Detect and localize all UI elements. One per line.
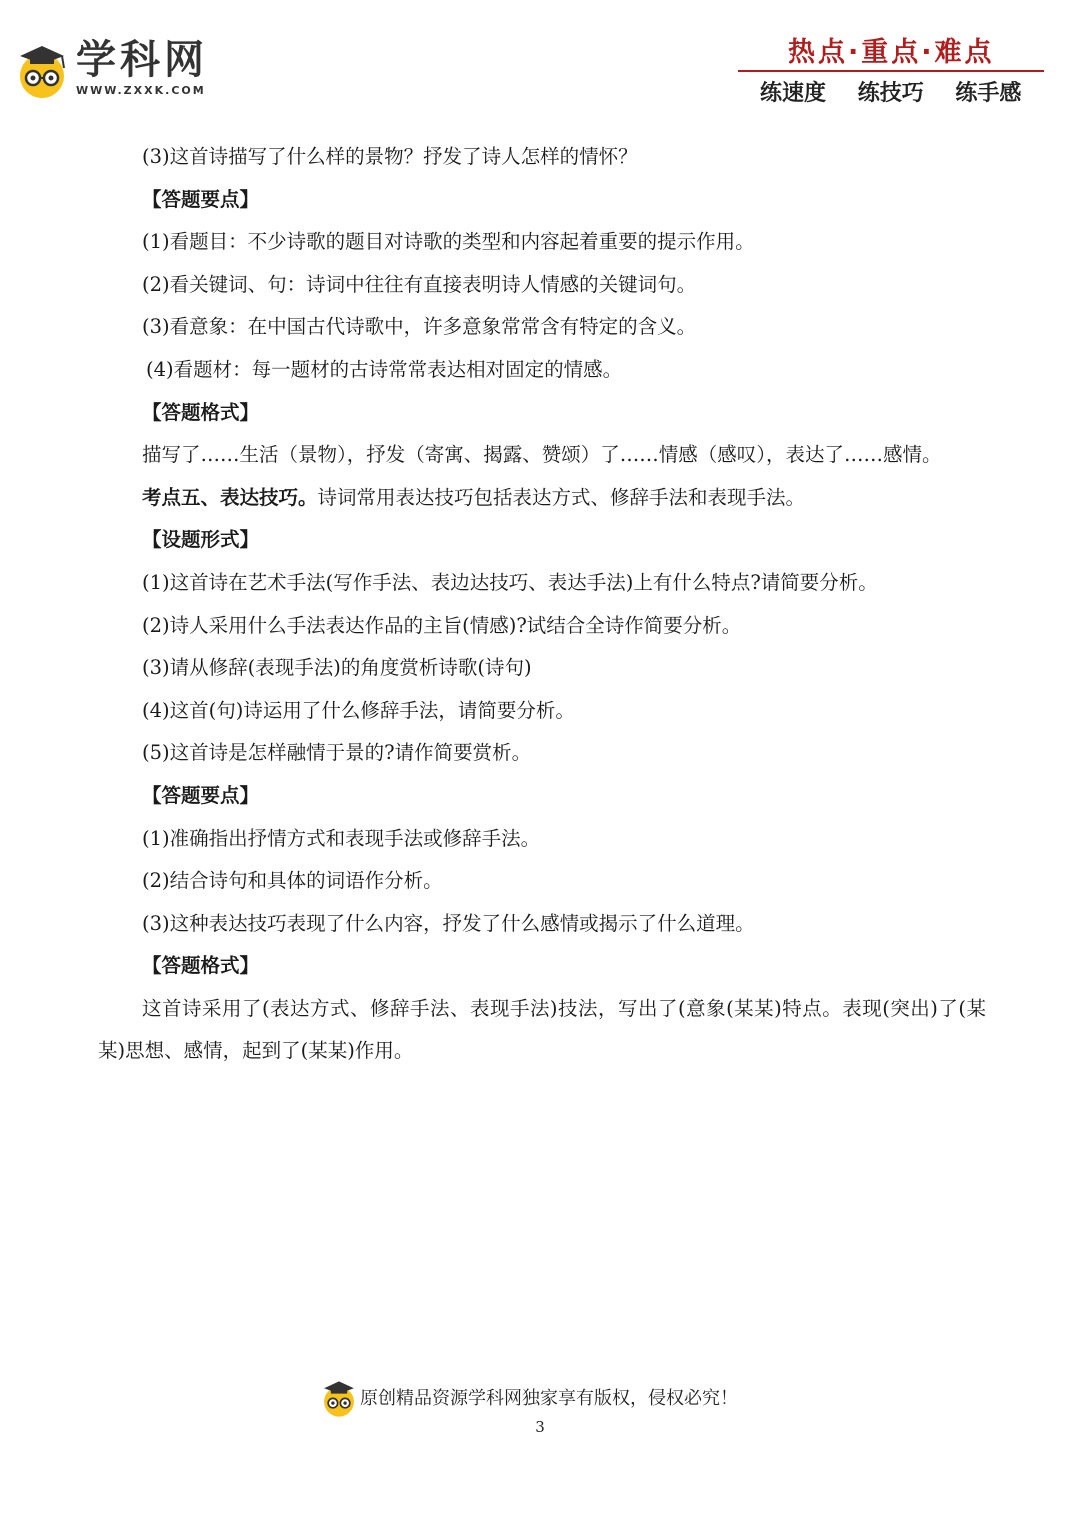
header-divider	[738, 70, 1044, 72]
question-form-item: (5)这首诗是怎样融情于景的?请作简要赏析。	[142, 741, 532, 765]
key-point-item: (1)准确指出抒情方式和表现手法或修辞手法。	[142, 826, 541, 850]
key-point-item: (2)看关键词、句：诗词中往往有直接表明诗人情感的关键词句。	[142, 272, 697, 296]
key-points-heading-2: 【答题要点】	[142, 783, 260, 807]
practice-tags	[760, 76, 1021, 107]
question-forms-heading: 【设题形式】	[142, 528, 260, 552]
document-body	[98, 136, 986, 1073]
answer-format-text-2: 这首诗采用了(表达方式、修辞手法、表现手法)技法，写出了(意象(某某)特点。表现(突出)了(某某)思想、感情，起到了(某某)作用。	[98, 996, 986, 1063]
answer-format-heading: 【答题格式】	[142, 400, 260, 424]
kp5-heading: 考点五、表达技巧。	[142, 485, 318, 509]
key-point-item: (4)看题材：每一题材的古诗常常表达相对固定的情感。	[146, 357, 623, 381]
page-number: 3	[535, 1418, 545, 1436]
key-point-item: (3)这种表达技巧表现了什么内容，抒发了什么感情或揭示了什么道理。	[142, 911, 755, 935]
key-point-item: (2)结合诗句和具体的词语作分析。	[142, 869, 443, 893]
practice-tag-speed: 练速度	[760, 81, 827, 106]
mascot-logo-icon	[14, 38, 70, 100]
copyright-notice: 原创精品资源学科网独家享有版权，侵权必究！	[360, 1388, 738, 1409]
question-form-item: (1)这首诗在艺术手法(写作手法、表边达技巧、表达手法)上有什么特点?请简要分析。	[142, 570, 878, 594]
answer-format-text: 描写了……生活（景物），抒发（寄寓、揭露、赞颂）了……情感（感叹），表达了……感情。	[142, 443, 942, 467]
header-slogan: 热点·重点·难点	[788, 37, 995, 68]
key-point-item: (3)看意象：在中国古代诗歌中，许多意象常常含有特定的含义。	[142, 315, 697, 339]
kp5-description: 诗词常用表达技巧包括表达方式、修辞手法和表现手法。	[317, 485, 806, 509]
answer-format-heading-2: 【答题格式】	[142, 954, 260, 978]
practice-tag-skill: 练技巧	[857, 81, 924, 106]
question-form-item: (2)诗人采用什么手法表达作品的主旨(情感)?试结合全诗作简要分析。	[142, 613, 742, 637]
question-form-item: (3)请从修辞(表现手法)的角度赏析诗歌(诗句)	[142, 656, 532, 680]
question-3: (3)这首诗描写了什么样的景物？抒发了诗人怎样的情怀？	[142, 145, 638, 168]
site-logo[interactable]	[14, 34, 224, 104]
kp5-line	[98, 477, 986, 520]
logo-url: WWW.ZXXK.COM	[76, 84, 206, 97]
key-point-item: (1)看题目：不少诗歌的题目对诗歌的类型和内容起着重要的提示作用。	[142, 230, 755, 254]
practice-tag-feel: 练手感	[955, 81, 1022, 106]
logo-text: 学科网	[76, 37, 208, 83]
question-form-item: (4)这首(句)诗运用了什么修辞手法，请简要分析。	[142, 698, 575, 722]
key-points-heading: 【答题要点】	[142, 187, 260, 211]
mascot-footer-icon	[320, 1376, 358, 1418]
